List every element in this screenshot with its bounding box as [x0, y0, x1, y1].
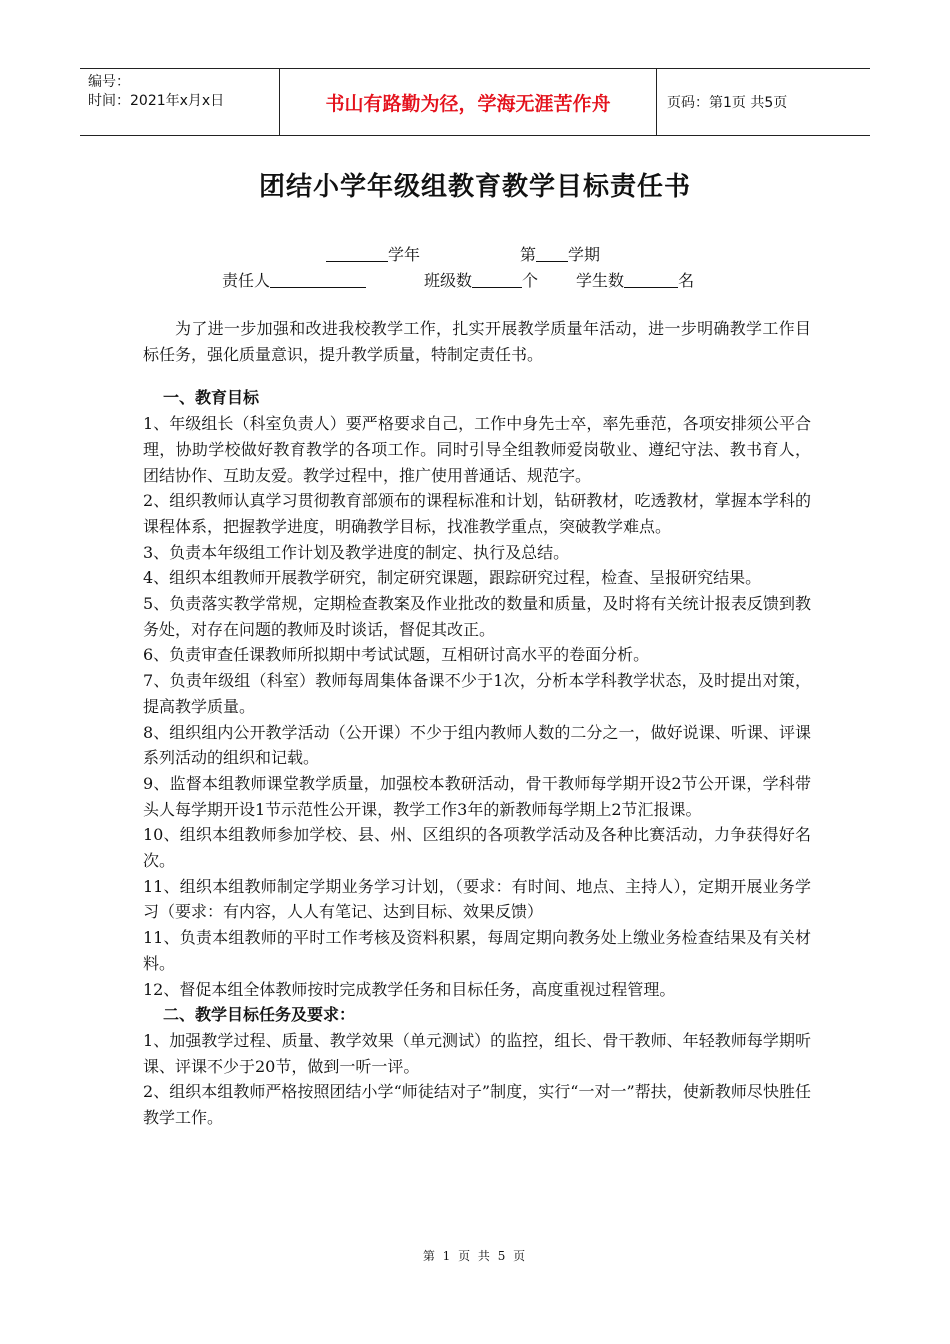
header-page-info: 页码：第1页 共5页 [667, 95, 788, 111]
list-item: 8、组织组内公开教学活动（公开课）不少于组内教师人数的二分之一，做好说课、听课、评课系列活动的组织和记载。 [143, 722, 811, 768]
header-motto: 书山有路勤为径，学海无涯苦作舟 [280, 69, 657, 135]
term-line [326, 242, 600, 265]
year-blank [326, 243, 388, 262]
term-prefix: 第 [520, 245, 537, 264]
list-item: 3、负责本年级组工作计划及教学进度的制定、执行及总结。 [143, 542, 570, 562]
intro-paragraph: 为了进一步加强和改进我校教学工作，扎实开展教学质量年活动，进一步明确教学工作目标任务，强化质量意识，提升教学质量，特制定责任书。 [143, 319, 811, 364]
list-item: 10、组织本组教师参加学校、县、州、区组织的各项教学活动及各种比赛活动，力争获得好名次。 [143, 825, 811, 871]
term-suffix: 学期 [568, 245, 601, 264]
person-label: 责任人 [222, 271, 271, 290]
list-item: 1、加强教学过程、质量、教学效果（单元测试）的监控，组长、骨干教师、年轻教师每学期听课、评课不少于20节，做到一听一评。 [143, 1030, 811, 1076]
list-item: 2、组织本组教师严格按照团结小学“师徒结对子”制度，实行“一对一”帮扶，使新教师尽快胜任教学工作。 [143, 1082, 811, 1128]
classes-unit: 个 [522, 271, 539, 290]
term-blank [536, 243, 568, 262]
page-footer: 第 1 页 共 5 页 [422, 1249, 528, 1263]
header-meta [80, 69, 280, 135]
list-item: 4、组织本组教师开展教学研究，制定研究课题，跟踪研究过程，检查、呈报研究结果。 [143, 568, 762, 588]
page-header [80, 68, 870, 136]
students-label: 学生数 [576, 271, 625, 290]
list-item: 12、督促本组全体教师按时完成教学任务和目标任务，高度重视过程管理。 [143, 979, 676, 999]
section-2-title: 二、教学目标任务及要求： [163, 1005, 356, 1025]
info-line [222, 268, 694, 291]
list-item: 5、负责落实教学常规，定期检查教案及作业批改的数量和质量，及时将有关统计报表反馈到教务处，对存在问题的教师及时谈话，督促其改正。 [143, 594, 811, 639]
document-body [143, 316, 811, 1131]
students-blank [624, 269, 678, 288]
list-item: 6、负责审查任课教师所拟期中考试试题，互相研讨高水平的卷面分析。 [143, 645, 650, 665]
person-blank [270, 269, 366, 288]
list-item: 7、负责年级组（科室）教师每周集体备课不少于1次，分析本学科教学状态，及时提出对策，提高教学质量。 [143, 671, 811, 716]
year-label: 学年 [388, 245, 421, 264]
list-item: 2、组织教师认真学习贯彻教育部颁布的课程标准和计划，钻研教材，吃透教材，掌握本学科的课程体系，把握教学进度，明确教学目标，找准教学重点，突破教学难点。 [143, 491, 811, 536]
classes-label: 班级数 [424, 271, 473, 290]
time-label: 时间：2021年x月x日 [88, 93, 225, 109]
students-unit: 名 [678, 271, 695, 290]
classes-blank [472, 269, 522, 288]
list-item: 1、年级组长（科室负责人）要严格要求自己，工作中身先士卒，率先垂范，各项安排须公平合理，协助学校做好教育教学的各项工作。同时引导全组教师爱岗敬业、遵纪守法、教书育人，团结协作、互助友爱。教学过程中，推广使用普通话、规范字。 [143, 414, 811, 485]
list-item: 9、监督本组教师课堂教学质量，加强校本教研活动，骨干教师每学期开设2节公开课，学科带头人每学期开设1节示范性公开课，教学工作3年的新教师每学期上2节汇报课。 [143, 773, 811, 819]
list-item: 11、组织本组教师制定学期业务学习计划，（要求：有时间、地点、主持人），定期开展业务学习（要求：有内容，人人有笔记、达到目标、效果反馈） [143, 876, 811, 922]
code-label: 编号： [88, 74, 130, 90]
section-1-title: 一、教育目标 [163, 388, 260, 408]
document-title: 团结小学年级组教育教学目标责任书 [258, 172, 691, 202]
list-item: 11、负责本组教师的平时工作考核及资料积累，每周定期向教务处上缴业务检查结果及有关材料。 [143, 928, 811, 973]
